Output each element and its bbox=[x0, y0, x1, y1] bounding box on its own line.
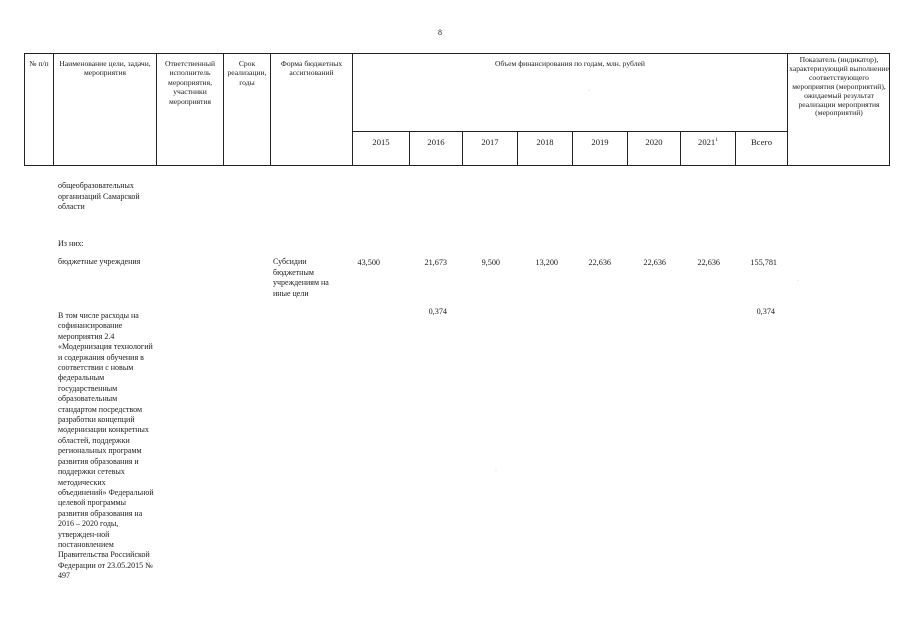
row2-total: 0,374 bbox=[756, 307, 775, 316]
row1-name: бюджетные учреждения bbox=[58, 257, 141, 266]
row1-2020: 22,636 bbox=[643, 258, 666, 267]
speck: · bbox=[495, 468, 497, 474]
year-2018: 2018 bbox=[536, 137, 554, 147]
row1-2019: 22,636 bbox=[588, 258, 611, 267]
year-2017: 2017 bbox=[481, 137, 499, 147]
year-2021: 2021$^1$ bbox=[698, 137, 718, 147]
row1-2015: 43,500 bbox=[357, 258, 380, 267]
row1-2018: 13,200 bbox=[535, 258, 558, 267]
row2-2016: 0,374 bbox=[428, 307, 447, 316]
footnote-mark: 1 bbox=[715, 137, 718, 144]
header-term: Срок реализации, годы bbox=[227, 59, 267, 87]
row1-2017: 9,500 bbox=[481, 258, 500, 267]
row2-name: В том числе расходы на софинансирование мероприятия 2.4 «Модернизация технологий и содержания обучения в соответствии с новым федеральным государственным образовательным стандартом посредством разработки концепций модернизации конкретных областей, поддержки региональных программ развития образования и поддержки сетевых методических объединений» Федеральной целевой программы развития образования на 2016 – 2020 годы, утвержден-ной постановлением Правительства Российской Федерации от 23.05.2015 № 497 bbox=[58, 311, 154, 581]
row1-2021: 22,636 bbox=[697, 258, 720, 267]
header-indicator: Показатель (индикатор), характеризующий выполнение соответствующего мероприятия (мероприятий), ожидаемый результат реализации мероприятия (мероприятий) bbox=[789, 55, 889, 118]
continued-name: общеобразовательных организаций Самарской области bbox=[58, 181, 140, 212]
row1-form: Субсидии бюджетным учреждениям на иные цели bbox=[273, 257, 329, 298]
year-2020: 2020 bbox=[645, 137, 663, 147]
row1-total: 155,781 bbox=[750, 258, 777, 267]
row1-2016: 21,673 bbox=[424, 258, 447, 267]
header-executor: Ответственный исполнитель мероприятия, участники мероприятия bbox=[164, 59, 216, 106]
page-number: 8 bbox=[438, 28, 442, 37]
speck: · bbox=[588, 88, 590, 94]
year-total: Всего bbox=[750, 137, 773, 147]
speck: · bbox=[797, 278, 799, 284]
header-num: № п/п bbox=[29, 59, 49, 68]
of-which-label: Из них: bbox=[58, 239, 84, 248]
header-name: Наименование цели, задачи, мероприятия bbox=[59, 59, 151, 78]
year-2015: 2015 bbox=[372, 137, 390, 147]
year-2019: 2019 bbox=[591, 137, 609, 147]
header-volume: Объем финансирования по годам, млн. рублей bbox=[495, 59, 645, 68]
header-form: Форма бюджетных ассигнований bbox=[280, 59, 343, 78]
table-header bbox=[24, 53, 890, 166]
year-2016: 2016 bbox=[427, 137, 445, 147]
